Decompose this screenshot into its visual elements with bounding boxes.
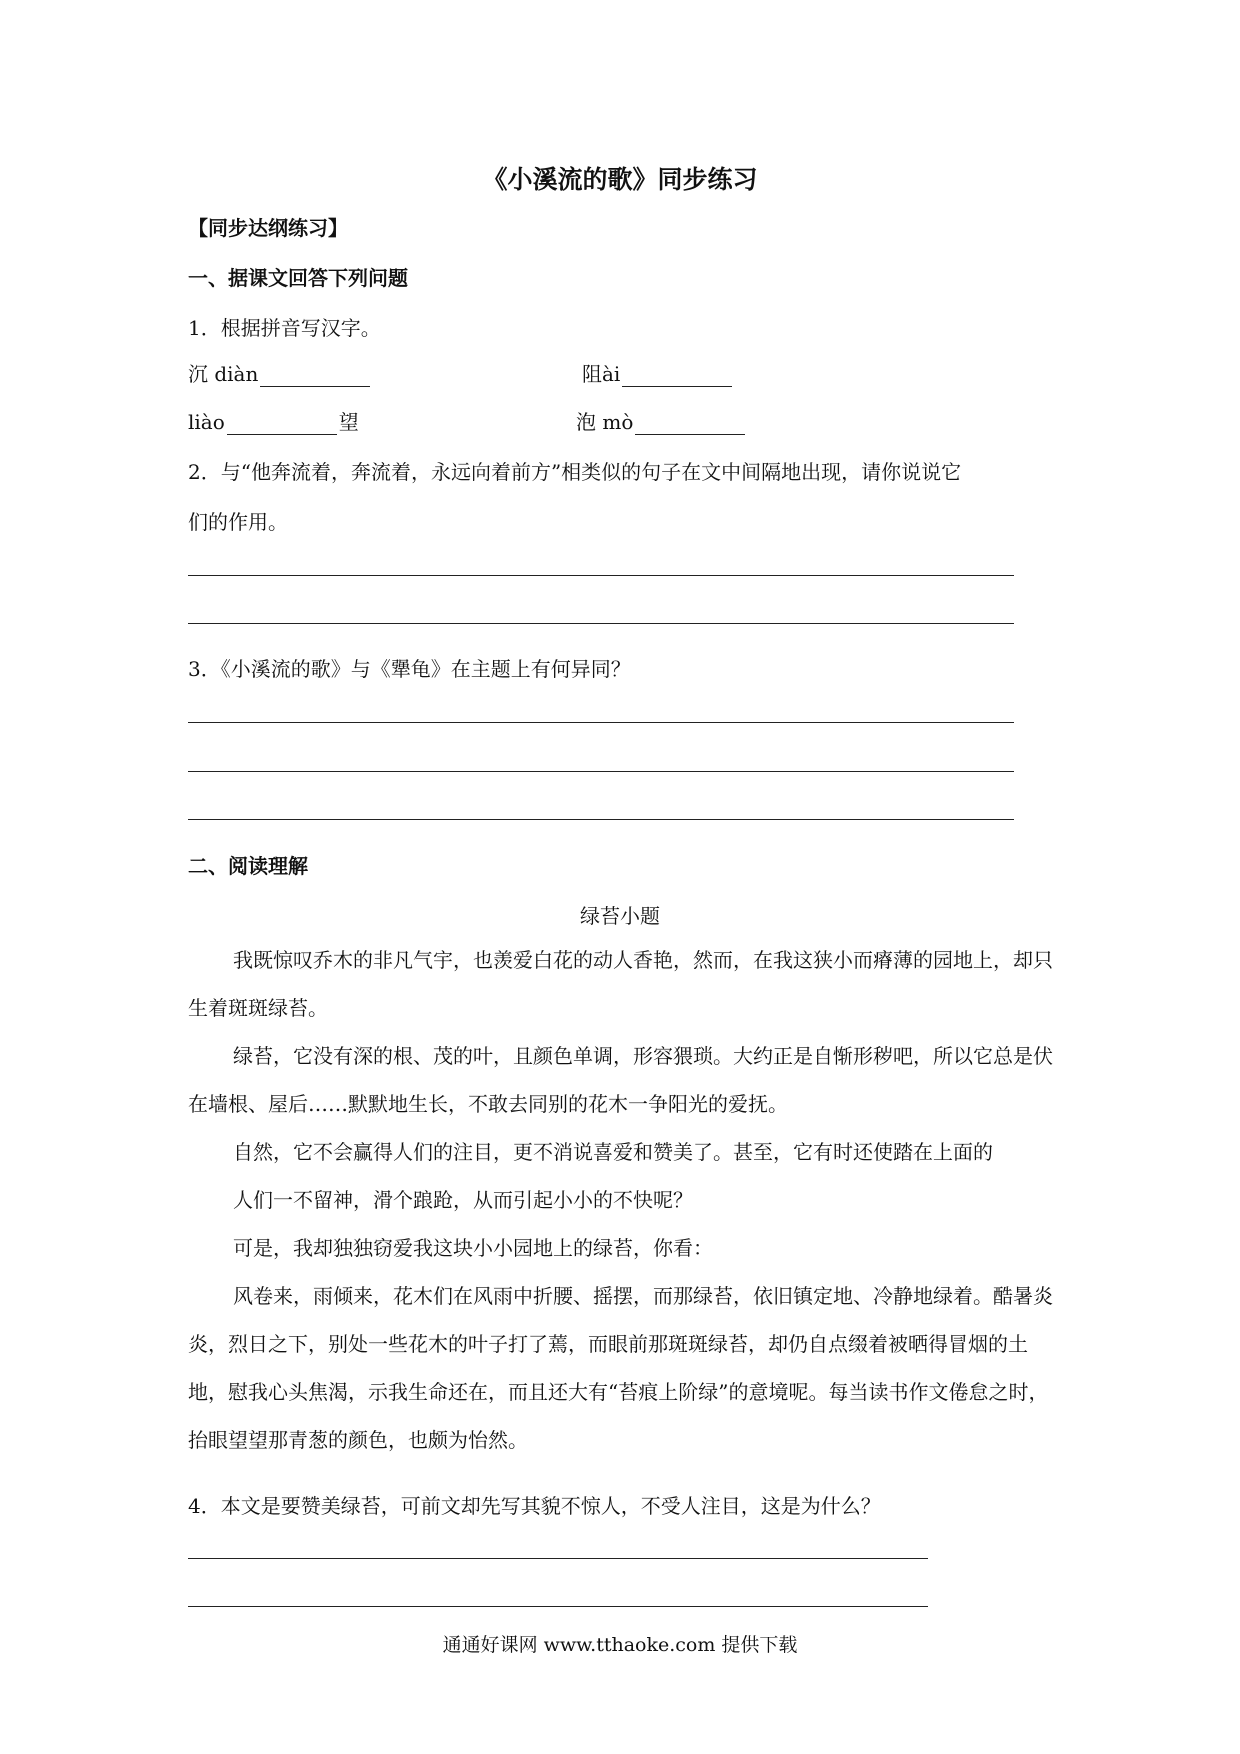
footer-text: 通通好课网 www.tthaoke.com 提供下载: [442, 1634, 798, 1656]
passage-paragraph-3-cont: 人们一不留神，滑个踉跄，从而引起小小的不快呢？: [233, 1188, 693, 1212]
q1-item-2: [582, 358, 734, 387]
passage-paragraph-5: 风卷来，雨倾来，花木们在风雨中折腰、摇摆，而那绿苔，依旧镇定地、冷静地绿着。酷暑炎炎，烈日之下，别处一些花木的叶子打了蔫，而眼前那斑斑绿苔，却仍自点缀着被晒得冒烟的土地，慰我心头焦渴，示我生命还在，而且还大有“苔痕上阶绿”的意境呢。每当读书作文倦怠之时，抬眼望望那青葱的颜色，也颇为怡然。: [188, 1284, 1053, 1452]
answer-blank[interactable]: [227, 412, 337, 435]
answer-blank[interactable]: [622, 364, 732, 387]
q1-item-3: [188, 406, 359, 435]
q1-item-2-text: 阻ài: [582, 362, 621, 386]
q1-item-1-text: 沉 diàn: [188, 362, 259, 386]
q4-answer-line-1[interactable]: [188, 1558, 928, 1559]
q3-text: 3．《小溪流的歌》与《犟龟》在主题上有何异同？: [188, 657, 631, 681]
q1-item-4: [576, 406, 747, 435]
q1-item-3-suffix: 望: [338, 410, 359, 434]
q2-answer-line-1[interactable]: [188, 575, 1014, 576]
part1-heading: 一、据课文回答下列问题: [188, 266, 408, 290]
answer-blank[interactable]: [635, 412, 745, 435]
passage-paragraph-1: 我既惊叹乔木的非凡气宇，也羡爱白花的动人香艳，然而，在我这狭小而瘠薄的园地上，却只生着斑斑绿苔。: [188, 948, 1053, 1020]
q2-answer-line-2[interactable]: [188, 623, 1014, 624]
section-tag: 【同步达纲练习】: [188, 216, 348, 240]
page-title: 《小溪流的歌》同步练习: [482, 165, 758, 194]
q1-label: 1．根据拼音写汉字。: [188, 316, 381, 340]
q1-item-3-text: liào: [188, 410, 225, 434]
q3-answer-line-3[interactable]: [188, 819, 1014, 820]
q1-item-4-text: 泡 mò: [576, 410, 634, 434]
q3-answer-line-2[interactable]: [188, 771, 1014, 772]
passage-paragraph-4: 可是，我却独独窃爱我这块小小园地上的绿苔，你看：: [233, 1236, 713, 1260]
passage-title: 绿苔小题: [580, 904, 660, 928]
q4-answer-line-2[interactable]: [188, 1606, 928, 1607]
q4-text: 4．本文是要赞美绿苔，可前文却先写其貌不惊人，不受人注目，这是为什么？: [188, 1494, 881, 1518]
q1-item-1: [188, 358, 372, 387]
answer-blank[interactable]: [260, 364, 370, 387]
q2-line1: 2．与“他奔流着，奔流着，永远向着前方”相类似的句子在文中间隔地出现，请你说说它: [188, 460, 962, 484]
passage-paragraph-2: 绿苔，它没有深的根、茂的叶，且颜色单调，形容猥琐。大约正是自惭形秽吧，所以它总是伏在墙根、屋后……默默地生长，不敢去同别的花木一争阳光的爱抚。: [188, 1044, 1053, 1116]
passage-paragraph-3: 自然，它不会赢得人们的注目，更不消说喜爱和赞美了。甚至，它有时还使踏在上面的: [233, 1140, 993, 1164]
part2-heading: 二、阅读理解: [188, 854, 308, 878]
q3-answer-line-1[interactable]: [188, 722, 1014, 723]
q2-line2: 们的作用。: [188, 510, 288, 534]
